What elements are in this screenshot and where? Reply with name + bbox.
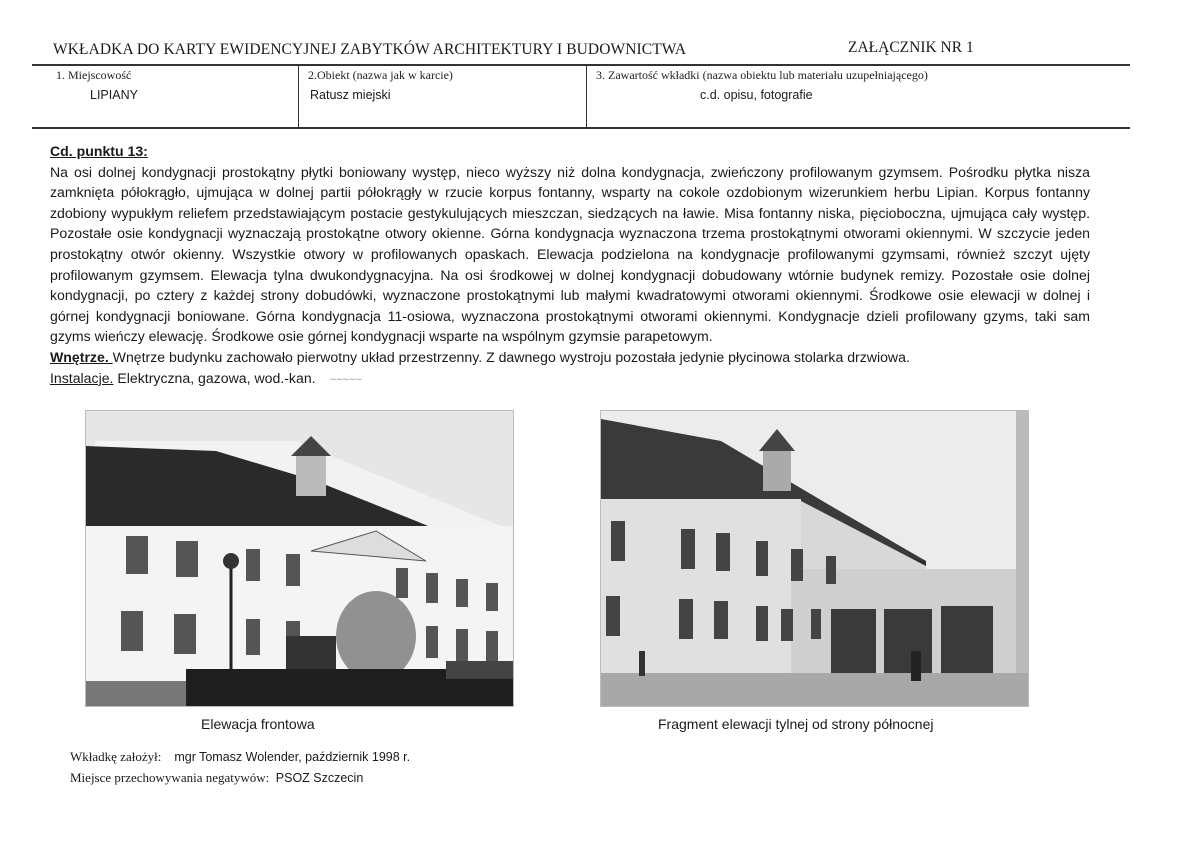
description-body (50, 141, 1090, 390)
table-bottom-rule (32, 127, 1130, 129)
photo-rear-elevation (600, 410, 1029, 707)
author-line (70, 749, 410, 765)
description-line: zdobiony wypukłym reliefem przedstawiającym postacie gestykulujących mieszczan, siedzących na ławie. Misa fontanny niska, pięcioboczna, ujmująca cały występ. (50, 204, 1090, 221)
storage-line (70, 770, 363, 786)
content-value: c.d. opisu, fotografie (700, 88, 813, 102)
description-line: zamknięta półokrągło, ujmująca w dolnej partii półokrągły w rzucie korpus fontanny, wsparty na cokole ozdobionym wizerunkiem herbu Lipian. Korpus fontanny (50, 184, 1090, 201)
photo-caption-front: Elewacja frontowa (201, 716, 315, 732)
photo-caption-rear: Fragment elewacji tylnej od strony północnej (658, 716, 934, 732)
section-heading: Cd. punktu 13: (50, 143, 148, 159)
locality-value: LIPIANY (90, 88, 138, 102)
installations-label: Instalacje. (50, 369, 114, 386)
storage-label: Miejsce przechowywania negatywów: (70, 770, 270, 785)
locality-label: 1. Miejscowość (56, 68, 132, 82)
installations-paragraph (50, 368, 1090, 391)
handwritten-note-icon: ~~~~~ (329, 373, 362, 386)
description-line: prostokątny otwór okienny. Wszystkie otwory w profilowanych opaskach. Elewacja podzielona na kondygnacje profilowanymi gzymsami, również szczyt ujęty (50, 245, 1090, 262)
author-label: Wkładkę założył: (70, 749, 162, 764)
photo-front-elevation (85, 410, 514, 707)
object-label: 2.Obiekt (nazwa jak w karcie) (308, 68, 453, 82)
document-title: WKŁADKA DO KARTY EWIDENCYJNEJ ZABYTKÓW ARCHITEKTURY I BUDOWNICTWA (53, 41, 687, 58)
interior-label: Wnętrze. (50, 348, 113, 365)
interior-text: Wnętrze budynku zachowało pierwotny układ przestrzenny. Z dawnego wystroju pozostała jedynie płycinowa stolarka drzwiowa. (112, 348, 910, 365)
column-divider (298, 66, 299, 128)
interior-paragraph (50, 347, 1090, 368)
object-value: Ratusz miejski (310, 88, 391, 102)
column-divider (586, 66, 587, 128)
table-top-rule (32, 64, 1130, 66)
description-line: gzyms wieńczy elewację. Środkowe osie górnej kondygnacji wsparte na wspólnym gzymsie parapetowym. (50, 328, 713, 345)
description-line: Na osi dolnej kondygnacji prostokątny płytki boniowany występ, nieco wyższy niż dolna kondygnacja, zwieńczony profilowanym gzymsem. Pośrodku płytka nisza (50, 163, 1090, 180)
annex-number: ZAŁĄCZNIK NR 1 (848, 39, 974, 56)
description-line: kondygnacji, po cztery z każdej strony dobudówki, wyznaczone prostokątnymi lub małymi kwadratowymi otworami okiennymi. Środkowe osie elewacji w dolnej i (50, 287, 1090, 304)
description-line: górnej kondygnacji boniowane. Górna kondygnacja 11-osiowa, wyznaczona prostokątnymi otworami okiennymi. Kondygnacje dzieli profilowany gzyms, taki sam (50, 307, 1090, 324)
content-label: 3. Zawartość wkładki (nazwa obiektu lub materiału uzupełniającego) (596, 68, 928, 82)
author-value: mgr Tomasz Wolender, październik 1998 r. (174, 750, 411, 764)
description-line: profilowanym gzymsem. Elewacja tylna dwukondygnacyjna. Na osi środkowej w dolnej kondygnacji dobudowany wtórnie budynek remizy. Pozostałe osie dolnej (50, 266, 1090, 283)
storage-value: PSOZ Szczecin (275, 771, 364, 785)
installations-text: Elektryczna, gazowa, wod.-kan. (113, 369, 316, 386)
description-line: Pozostałe osie kondygnacji wyznaczają prostokątne otwory okienne. Górna kondygnacja wyznaczona trzema prostokątnymi otworami okiennymi. W szczycie jeden (50, 225, 1090, 242)
